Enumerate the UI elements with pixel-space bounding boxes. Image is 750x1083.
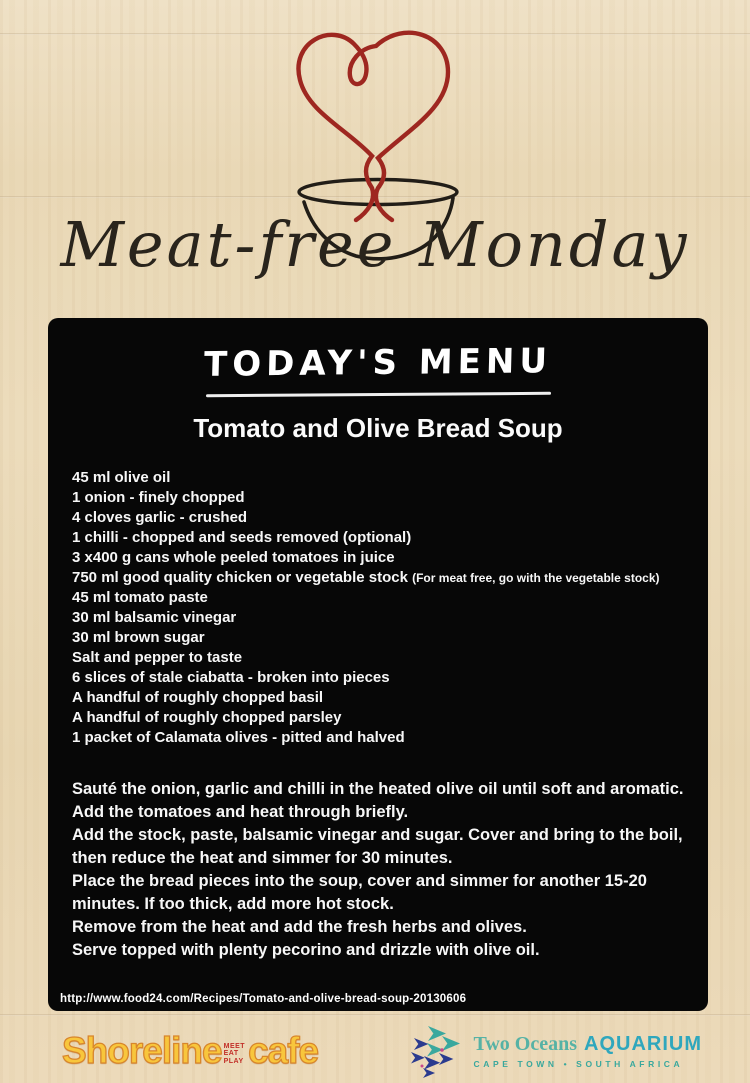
ingredient-item: 1 chilli - chopped and seeds removed (optional) (72, 529, 412, 546)
two-oceans-aquarium-logo (411, 1023, 702, 1079)
ingredient-list (72, 468, 708, 748)
instruction-list (72, 778, 687, 962)
instruction-step: Serve topped with plenty pecorino and drizzle with olive oil. (72, 941, 540, 959)
dish-title: Tomato and Olive Bread Soup (193, 413, 563, 443)
shoreline-word: Shoreline (62, 1030, 222, 1071)
ingredient-item: A handful of roughly chopped parsley (72, 709, 342, 726)
ingredient-item: 30 ml balsamic vinegar (72, 609, 237, 626)
tagline-play: PLAY (223, 1057, 244, 1065)
ingredient-item: 45 ml olive oil (72, 469, 171, 486)
cafe-word: cafe (248, 1030, 319, 1071)
source-url: http://www.food24.com/Recipes/Tomato-and-olive-bread-soup-20130606 (60, 993, 467, 1005)
heading-underline (205, 392, 550, 397)
aquarium-name-serif: Two Oceans (473, 1033, 577, 1055)
script-title: Meat-free Monday (60, 208, 690, 281)
ingredient-text: 750 ml good quality chicken or vegetable stock (72, 569, 413, 586)
ingredient-item (72, 568, 708, 588)
ingredient-item: 1 packet of Calamata olives - pitted and halved (72, 729, 405, 746)
ingredient-note: (For meat free, go with the vegetable stock) (412, 571, 660, 585)
footer (0, 1019, 750, 1083)
instruction-step: Sauté the onion, garlic and chilli in the heated olive oil until soft and aromatic. (72, 780, 684, 798)
chalkboard-panel (48, 318, 708, 1011)
ingredient-item: 1 onion - finely chopped (72, 489, 245, 506)
ingredient-item: A handful of roughly chopped basil (72, 689, 324, 706)
shoreline-tagline (224, 1043, 245, 1066)
instruction-step: Place the bread pieces into the soup, cover and simmer for another 15-20 minutes. If too thick, add more hot stock. (72, 872, 647, 913)
instruction-step: Add the tomatoes and heat through briefly. (72, 803, 409, 821)
shoreline-cafe-logo (62, 1030, 318, 1072)
aquarium-name-caps: AQUARIUM (584, 1033, 702, 1055)
ingredient-item: 45 ml tomato paste (72, 589, 208, 606)
wood-seam (0, 1014, 750, 1016)
tagline-meet: MEET (223, 1042, 246, 1050)
tagline-eat: EAT (223, 1050, 239, 1058)
menu-heading: TODAY'S MENU (203, 341, 553, 385)
ingredient-item: 30 ml brown sugar (72, 629, 205, 646)
ingredient-item: 4 cloves garlic - crushed (72, 509, 248, 526)
instruction-step: Add the stock, paste, balsamic vinegar and sugar. Cover and bring to the boil, then reduce the heat and simmer for 30 minutes. (72, 826, 683, 867)
instruction-step: Remove from the heat and add the fresh herbs and olives. (72, 918, 527, 936)
fish-diamond-icon (411, 1023, 465, 1079)
aquarium-subtitle: CAPE TOWN • SOUTH AFRICA (473, 1059, 684, 1069)
ingredient-item: 3 x400 g cans whole peeled tomatoes in juice (72, 549, 395, 566)
aquarium-text (473, 1033, 702, 1069)
ingredient-item: Salt and pepper to taste (72, 649, 243, 666)
ingredient-item: 6 slices of stale ciabatta - broken into pieces (72, 669, 390, 686)
aquarium-name (473, 1033, 702, 1056)
